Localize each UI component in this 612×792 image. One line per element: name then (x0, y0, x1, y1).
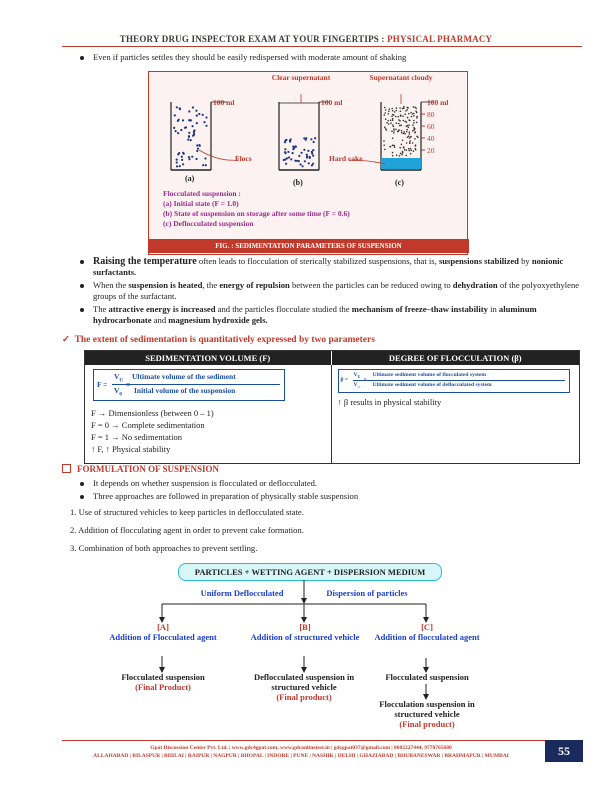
flow-c-result: Flocculated suspension (385, 672, 469, 682)
table-header-f: SEDIMENTATION VOLUME (F) (85, 351, 332, 365)
flow-a-result: Flocculated suspension (Final Product) (121, 672, 205, 692)
formulation-title: FORMULATION OF SUSPENSION (62, 464, 219, 474)
label-c: (c) (395, 178, 404, 187)
numbered-1: 1. Use of structured vehicles to keep particles in deflocculated state. (70, 507, 304, 517)
intro-bullet: Even if particles settles they should be easily redispersed with moderate amount of shaking (80, 52, 580, 63)
check-icon: ✓ (62, 335, 70, 345)
numbered-2: 2. Addition of flocculating agent in order to prevent cake formation. (70, 525, 304, 535)
label-b: (b) (293, 178, 303, 187)
b-formula-box: β = $V_U$ $V_\infty$ Ultimate sediment volume of flocculated system Ultimate sediment volume of deflocculated system (338, 369, 570, 393)
footer-rule (62, 740, 582, 741)
b-note: ↑ β results in physical stability (337, 397, 442, 407)
header-subject: PHYSICAL PHARMACY (387, 34, 493, 44)
bullet-heated: When the suspension is heated, the energy of repulsion between the particles can be reduced owing to dehydration of the polyoxyethylene groups of the surfactant. (80, 280, 580, 302)
figure-title: FIG. : SEDIMENTATION PARAMETERS OF SUSPENSION (148, 239, 469, 253)
label-clear-supernatant: Clear supernatant (271, 73, 331, 82)
flow-c-result-2: Flocculation suspension in structured vehicle (Final product) (379, 699, 475, 729)
scale-labels: 80 60 40 20 (427, 110, 435, 155)
table-header-b: DEGREE OF FLOCCULATION (β) (332, 351, 580, 365)
flow-a: [A] Addition of Flocculated agent (109, 622, 217, 642)
header-title: THEORY DRUG INSPECTOR EXAM AT YOUR FINGERTIPS : (119, 34, 388, 44)
flow-top: PARTICLES + WETTING AGENT + DISPERSION MEDIUM (178, 563, 442, 581)
figure-caption: Flocculated suspension : (a) Initial state (F = 1.0) (b) State of suspension on storage after some time (F = 0.6) (c) Deflocculated suspension (163, 189, 350, 228)
flow-b: [B] Addition of structured vehicle (250, 622, 360, 642)
flow-c: [C] Addition of flocculated agent (374, 622, 480, 642)
bullet-temperature: Raising the temperature often leads to flocculation of sterically stabilized suspensions, that is, suspensions stabilized by nonionic surfactants. (80, 256, 580, 278)
label-flocs: Flocs (235, 154, 252, 163)
label-ml-a: 100 ml (213, 98, 235, 107)
label-a: (a) (185, 174, 195, 183)
formulation-bullet-1: It depends on whether suspension is flocculated or deflocculated. (80, 478, 317, 489)
f-notes: F → Dimensionless (between 0 – 1) F = 0 → Complete sedimentation F = 1 → No sedimentation ↑ F, ↑ Physical stability (91, 408, 214, 454)
flow-right-label: Dispersion of particles (326, 588, 408, 598)
page-number: 55 (545, 740, 583, 762)
label-supernatant-cloudy: Supernatant cloudy (369, 73, 433, 82)
flow-b-result: Deflocculated suspension in structured vehicle (Final product) (253, 672, 355, 702)
bullet-attractive: The attractive energy is increased and the particles flocculate studied the mechanism of freeze–thaw instability in aluminum hydrocarbonate and magnesium hydroxide gels. (80, 304, 580, 326)
flow-left-label: Uniform Deflocculated (200, 588, 284, 598)
formulation-bullet-2: Three approaches are followed in preparation of physically stable suspension (80, 491, 358, 502)
footer-text: Gpat Discussion Center Pvt. Ltd. | www.gdc4gpat.com, www.gdconlinetest.in | gdcgpat037@gmail.com | 8602227444, 9770765680 ALLAHABAD | BILASPUR | BHILAI | RAIPUR | NAGPUR | BHOPAL | INDORE | PUNE | NASHIK | DELHI | GHAZIABAD | BHUBANESWAR | BRAHMAPUR | MUMBAI (93, 745, 509, 759)
numbered-3: 3. Combination of both approaches to prevent settling. (70, 543, 258, 553)
label-hard-cake: Hard cake (329, 154, 363, 163)
label-ml-b: 100 ml (321, 98, 343, 107)
label-ml-c: 100 ml (427, 98, 449, 107)
extent-line: ✓ The extent of sedimentation is quantitatively expressed by two parameters (62, 335, 375, 345)
f-formula-box: F = $V_U$ $V_0$ Ultimate volume of the sediment Initial volume of the suspension (93, 369, 285, 401)
